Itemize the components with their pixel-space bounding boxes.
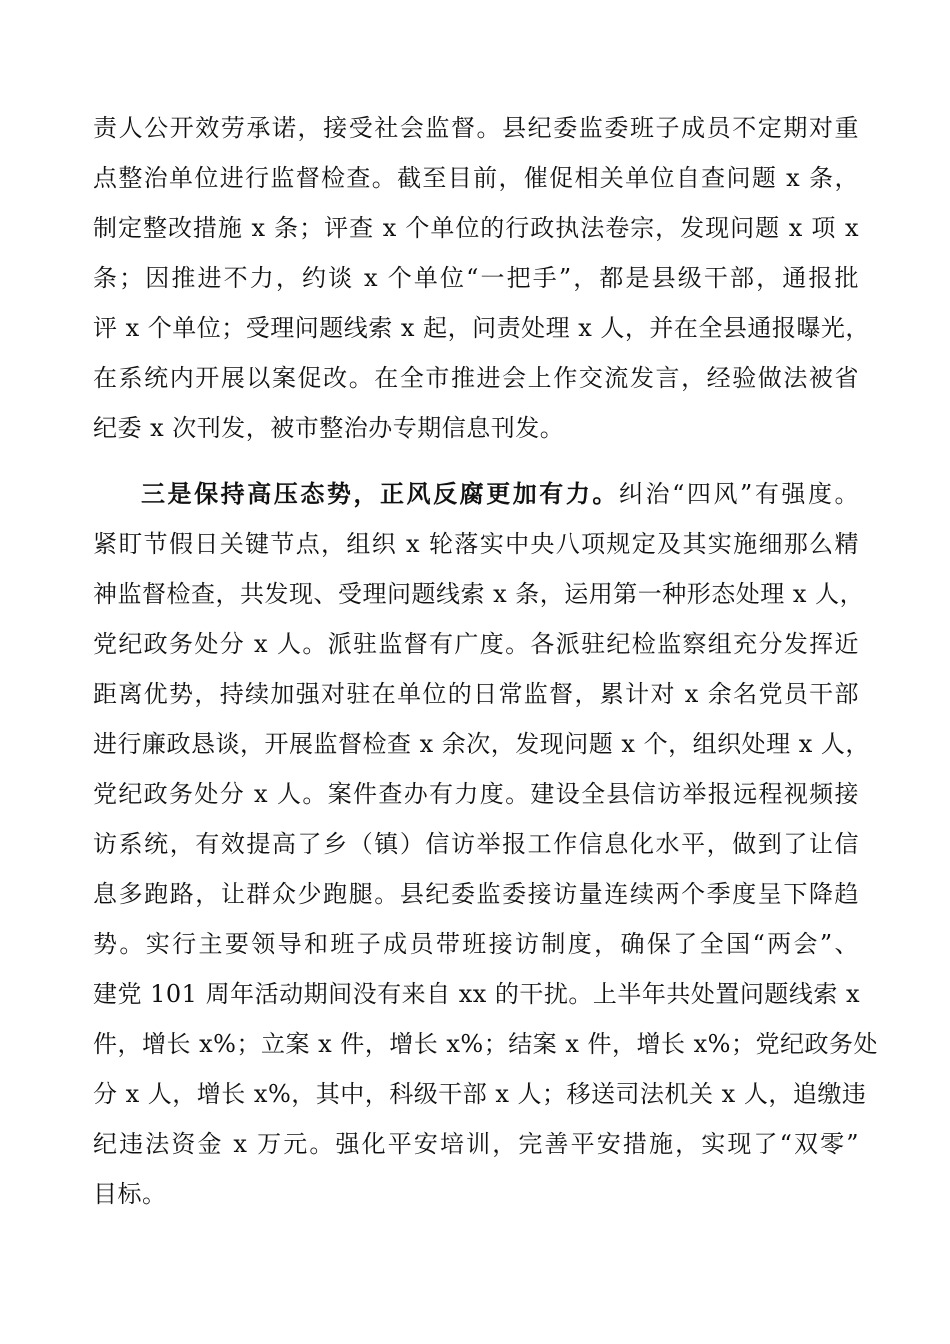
paragraph1-line-1: 责人公开效劳承诺，接受社会监督。县纪委监委班子成员不定期对重 [93,114,859,142]
paragraph2-line-3: 神监督检查，共发现、受理问题线索 x 条，运用第一种形态处理 x 人， [93,580,865,608]
paragraph2-line-6: 进行廉政恳谈，开展监督检查 x 余次，发现问题 x 个，组织处理 x 人， [93,730,870,758]
paragraph2-line-9: 息多跑路，让群众少跑腿。县纪委监委接访量连续两个季度呈下降趋 [93,880,859,908]
paragraph2-line-11: 建党 101 周年活动期间没有来自 xx 的干扰。上半年共处置问题线索 x [93,980,861,1008]
paragraph1-line-2: 点整治单位进行监督检查。截至目前，催促相关单位自查问题 x 条， [93,164,859,192]
paragraph2-first-line-rest: 纠治“四风”有强度。 [618,480,859,508]
paragraph2-line-12: 件，增长 x%；立案 x 件，增长 x%；结案 x 件，增长 x%；党纪政务处 [93,1030,878,1058]
paragraph1-line-3: 制定整改措施 x 条；评查 x 个单位的行政执法卷宗，发现问题 x 项 x [93,214,859,242]
paragraph2-line-15: 目标。 [93,1180,167,1208]
paragraph1-line-6: 在系统内开展以案促改。在全市推进会上作交流发言，经验做法被省 [93,364,859,392]
paragraph2-first-line [141,472,859,516]
paragraph1-line-5: 评 x 个单位；受理问题线索 x 起，问责处理 x 人，并在全县通报曝光， [93,314,870,342]
paragraph2-line-10: 势。实行主要领导和班子成员带班接访制度，确保了全国“两会”、 [93,930,859,958]
paragraph1-line-4: 条；因推进不力，约谈 x 个单位“一把手”，都是县级干部，通报批 [93,264,859,292]
paragraph2-line-4: 党纪政务处分 x 人。派驻监督有广度。各派驻纪检监察组充分发挥近 [93,630,859,658]
paragraph2-heading: 三是保持高压态势，正风反腐更加有力。 [141,479,619,508]
paragraph2-line-7: 党纪政务处分 x 人。案件查办有力度。建设全县信访举报远程视频接 [93,780,859,808]
paragraph2-line-14: 纪违法资金 x 万元。强化平安培训，完善平安措施，实现了“双零” [93,1130,859,1158]
paragraph2-line-5: 距离优势，持续加强对驻在单位的日常监督，累计对 x 余名党员干部 [93,680,859,708]
paragraph2-line-2: 紧盯节假日关键节点，组织 x 轮落实中央八项规定及其实施细那么精 [93,530,859,558]
paragraph1-line-7: 纪委 x 次刊发，被市整治办专期信息刊发。 [93,414,565,442]
paragraph2-line-8: 访系统，有效提高了乡（镇）信访举报工作信息化水平，做到了让信 [93,830,859,858]
paragraph2-line-13: 分 x 人，增长 x%，其中，科级干部 x 人；移送司法机关 x 人，追缴违 [93,1080,867,1108]
